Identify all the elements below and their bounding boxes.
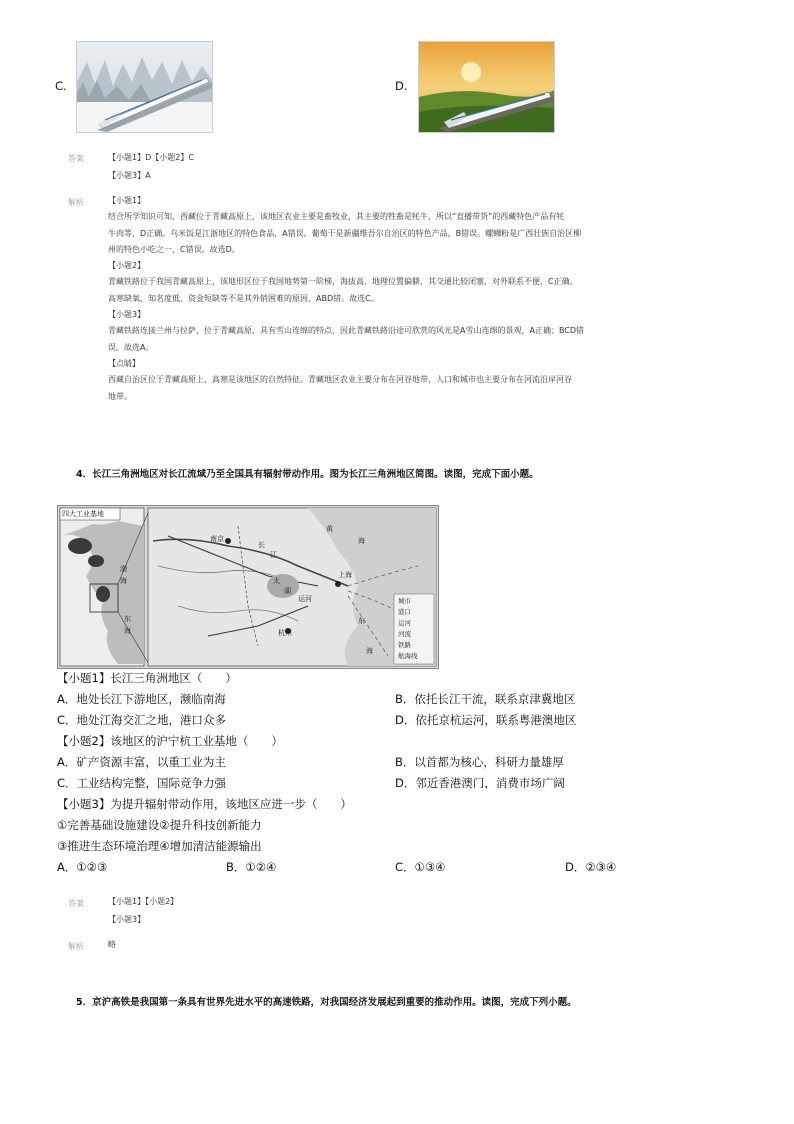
question-4-stem: 4．长江三角洲地区对长江流域乃至全国具有辐射带动作用。图为长江三角洲地区简图。读图，完成下面小题。 — [76, 469, 539, 480]
subquestion-2: 【小题2】该地区的沪宁杭工业基地（ ） — [57, 734, 283, 748]
subq2-option-a: A．矿产资源丰富，以重工业为主 — [57, 755, 226, 769]
answer-label: 答案 — [68, 154, 84, 163]
map-label-hangzhou: 杭州 — [278, 629, 292, 637]
map-label: 黄 — [326, 525, 333, 533]
option-c-letter: C. — [55, 79, 67, 93]
question-5-stem: 5．京沪高铁是我国第一条具有世界先进水平的高速铁路，对我国经济发展起到重要的推动作用。读图，完成下列小题。 — [76, 997, 577, 1008]
subq3-option-d: D．②③④ — [565, 860, 617, 874]
inset-label: 海 — [120, 577, 127, 585]
subq3-option-c: C．①③④ — [395, 860, 446, 874]
analysis-text: 略 — [108, 940, 116, 949]
analysis-line: 地带。 — [108, 391, 132, 401]
map-label: 运河 — [298, 595, 312, 603]
subq1-option-a: A．地处长江下游地区，濒临南海 — [57, 692, 226, 706]
option-d-letter: D. — [395, 79, 408, 93]
snowy-high-speed-train-photo — [77, 42, 212, 132]
answer-label: 答案 — [68, 899, 84, 908]
answer-line-1: 【小题1】【小题2】 — [108, 897, 179, 906]
inset-label: 东 — [124, 615, 131, 623]
sunset-train-photo — [418, 41, 555, 133]
analysis-line: 结合所学知识可知，西藏位于青藏高原上，该地区农业主要是畜牧业，其主要的牲畜是牦牛，所以“直播带货”的西藏特色产品有牦 — [108, 212, 565, 222]
analysis-line: 青藏铁路连接兰州与拉萨，位于青藏高原，具有雪山连绵的特点，因此青藏铁路沿途可欣赏的风光是A雪山连绵的景观，A正确；BCD错 — [108, 326, 585, 336]
map-label: 江 — [270, 551, 277, 559]
legend-item: 航海线 — [398, 652, 418, 660]
answer-line-1: 【小题1】D【小题2】C — [108, 153, 194, 162]
analysis-line: 西藏自治区位于青藏高原上，高寒是该地区的自然特征。青藏地区农业主要分布在河谷地带，人口和城市也主要分布在河流沿岸河谷 — [108, 375, 572, 385]
map-label-nanjing: 南京 — [210, 535, 224, 543]
subq1-option-d: D．依托京杭运河，联系粤港澳地区 — [395, 713, 577, 727]
map-legend — [398, 596, 418, 662]
subq1-option-b: B．依托长江干流，联系京津冀地区 — [395, 692, 576, 706]
subq3-option-a: A．①②③ — [57, 860, 108, 874]
analysis-line: 州的特色小吃之一，C错误。故选D。 — [108, 244, 240, 254]
legend-item: 运河 — [398, 619, 411, 627]
subq1-option-c: C．地处江海交汇之地，港口众多 — [57, 713, 227, 727]
map-label: 太 — [273, 577, 280, 585]
inset-title: 四大工业基地 — [62, 510, 104, 518]
analysis-line: 青藏铁路位于我国青藏高原上，该地形区位于我国地势第一阶梯，海拔高，地理位置偏僻，其交通比较闭塞，对外联系不便，C正确。 — [108, 277, 578, 287]
legend-item: 河流 — [398, 630, 411, 638]
subq3-option-b: B．①②④ — [226, 860, 277, 874]
analysis-label: 解析 — [68, 942, 84, 951]
subq2-option-c: C．工业结构完整，国际竞争力强 — [57, 776, 227, 790]
subquestion-1: 【小题1】长江三角洲地区（ ） — [57, 671, 237, 685]
subq2-option-b: B．以首都为核心，科研力量雄厚 — [395, 755, 564, 769]
inset-label: 海 — [124, 627, 131, 635]
map-graphic — [58, 506, 438, 668]
map-label: 湖 — [284, 587, 291, 595]
answer-line-2: 【小题3】 — [108, 915, 146, 924]
answer-line-2: 【小题3】A — [108, 171, 151, 180]
subq2-option-d: D．邻近香港澳门，消费市场广阔 — [395, 776, 565, 790]
analysis-line: 误。故选A。 — [108, 342, 154, 352]
analysis-line: 【点睛】 — [108, 358, 140, 368]
analysis-line: 【小题1】 — [108, 196, 146, 205]
map-label-shanghai: 上海 — [338, 571, 352, 579]
snowy-train-photo — [76, 41, 213, 133]
analysis-line: 【小题2】 — [108, 261, 146, 271]
subquestion-3: 【小题3】为提升辐射带动作用，该地区应进一步（ ） — [57, 797, 352, 811]
legend-item: 城市 — [398, 597, 411, 605]
map-label: 海 — [366, 647, 373, 655]
legend-item: 港口 — [398, 608, 411, 616]
analysis-line: 【小题3】 — [108, 310, 146, 320]
inset-label: 渤 — [120, 565, 127, 573]
legend-item: 铁路 — [398, 641, 411, 649]
analysis-label: 解析 — [68, 198, 84, 207]
analysis-block — [108, 193, 738, 405]
map-label: 海 — [358, 537, 365, 545]
analysis-line: 高寒缺氧、知名度低、资金短缺等不是其外销困难的原因，ABD错。故选C。 — [108, 293, 379, 303]
map-label: 东 — [358, 617, 365, 625]
subq3-item-line: ①完善基础设施建设②提升科技创新能力 — [57, 818, 262, 832]
yangtze-delta-map — [57, 505, 439, 669]
subq3-item-line: ③推进生态环境治理④增加清洁能源输出 — [57, 839, 262, 853]
map-label: 长 — [258, 541, 265, 549]
analysis-line: 牛肉等，D正确。乌米饭是江浙地区的特色食品，A错误。葡萄干是新疆维吾尔自治区的特色产品，B错误。螺蛳粉是广西壮族自治区柳 — [108, 228, 582, 238]
sunset-high-speed-train-photo — [419, 42, 554, 132]
